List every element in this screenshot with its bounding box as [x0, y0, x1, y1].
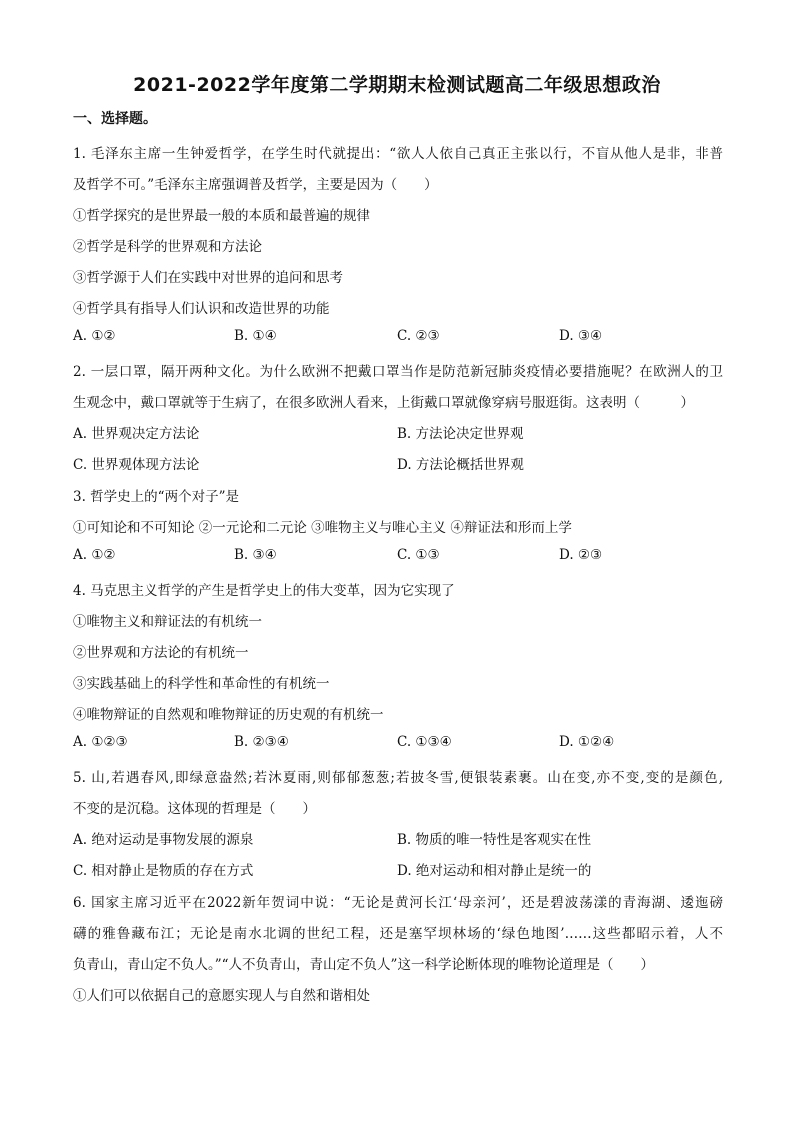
q5-option-d[interactable]: D. 绝对运动和相对静止是统一的: [397, 863, 592, 879]
q1-item-4: ④哲学具有指导人们认识和改造世界的功能: [73, 301, 330, 317]
q3-option-d[interactable]: D. ②③: [559, 547, 603, 563]
q4-option-a[interactable]: A. ①②③: [73, 734, 128, 750]
q2-stem-line-2: 生观念中，戴口罩就等于生病了，在很多欧洲人看来，上街戴口罩就像穿病号服逛街。这表明（ ）: [73, 395, 694, 411]
q1-option-d[interactable]: D. ③④: [559, 328, 603, 344]
q2-option-b[interactable]: B. 方法论决定世界观: [397, 426, 524, 442]
q3-option-a[interactable]: A. ①②: [73, 547, 116, 563]
q1-option-b[interactable]: B. ①④: [234, 328, 277, 344]
q5-stem-line-2: 不变的是沉稳。这体现的哲理是（ ）: [73, 801, 316, 817]
q4-stem: 4. 马克思主义哲学的产生是哲学史上的伟大变革，因为它实现了: [73, 583, 455, 599]
q1-item-2: ②哲学是科学的世界观和方法论: [73, 239, 262, 255]
q4-item-3: ③实践基础上的科学性和革命性的有机统一: [73, 676, 330, 692]
q3-stem: 3. 哲学史上的“两个对子”是: [73, 489, 239, 505]
q5-option-b[interactable]: B. 物质的唯一特性是客观实在性: [397, 832, 592, 848]
q6-stem-line-3: 负青山，青山定不负人。”“人不负青山，青山定不负人”这一科学论断体现的唯物论道理是（ ）: [73, 957, 654, 973]
q3-option-b[interactable]: B. ③④: [234, 547, 277, 563]
q5-stem-line-1: 5. 山,若遇春风,即绿意盎然;若沐夏雨,则郁郁葱葱;若披冬雪,便银装素裹。山在变,亦不变,变的是颜色,: [73, 770, 723, 786]
page-title: 2021-2022学年度第二学期期末检测试题高二年级思想政治: [133, 74, 661, 96]
q6-item-1: ①人们可以依据自己的意愿实现人与自然和谐相处: [73, 988, 370, 1004]
q3-items: ①可知论和不可知论 ②一元论和二元论 ③唯物主义与唯心主义 ④辩证法和形而上学: [73, 520, 572, 536]
q4-item-2: ②世界观和方法论的有机统一: [73, 645, 249, 661]
section-heading: 一、选择题。: [73, 111, 157, 127]
q4-option-b[interactable]: B. ②③④: [234, 734, 289, 750]
q6-stem-line-2: 礴的雅鲁藏布江；无论是南水北调的世纪工程，还是塞罕坝林场的‘绿色地图’……这些都昭示着，人不: [73, 926, 723, 942]
q1-option-a[interactable]: A. ①②: [73, 328, 116, 344]
q2-stem-line-1: 2. 一层口罩，隔开两种文化。为什么欧洲不把戴口罩当作是防范新冠肺炎疫情必要措施呢？在欧洲人的卫: [73, 364, 723, 380]
q2-option-c[interactable]: C. 世界观体现方法论: [73, 457, 200, 473]
q5-option-c[interactable]: C. 相对静止是物质的存在方式: [73, 863, 254, 879]
q4-item-4: ④唯物辩证的自然观和唯物辩证的历史观的有机统一: [73, 707, 384, 723]
q1-stem-line-1: 1. 毛泽东主席一生钟爱哲学，在学生时代就提出：“欲人人依自己真正主张以行，不盲从他人是非，非普: [73, 146, 723, 162]
q1-option-c[interactable]: C. ②③: [397, 328, 440, 344]
q5-option-a[interactable]: A. 绝对运动是事物发展的源泉: [73, 832, 254, 848]
q1-stem-line-2: 及哲学不可。”毛泽东主席强调普及哲学，主要是因为（ ）: [73, 177, 438, 193]
q4-item-1: ①唯物主义和辩证法的有机统一: [73, 614, 262, 630]
q3-option-c[interactable]: C. ①③: [397, 547, 440, 563]
q1-item-1: ①哲学探究的是世界最一般的本质和最普遍的规律: [73, 208, 370, 224]
q4-option-c[interactable]: C. ①③④: [397, 734, 452, 750]
q2-option-d[interactable]: D. 方法论概括世界观: [397, 457, 524, 473]
q6-stem-line-1: 6. 国家主席习近平在2022新年贺词中说：“无论是黄河长江‘母亲河’，还是碧波荡漾的青海湖、逶迤磅: [73, 895, 723, 911]
q1-item-3: ③哲学源于人们在实践中对世界的追问和思考: [73, 270, 343, 286]
q4-option-d[interactable]: D. ①②④: [559, 734, 615, 750]
q2-option-a[interactable]: A. 世界观决定方法论: [73, 426, 200, 442]
